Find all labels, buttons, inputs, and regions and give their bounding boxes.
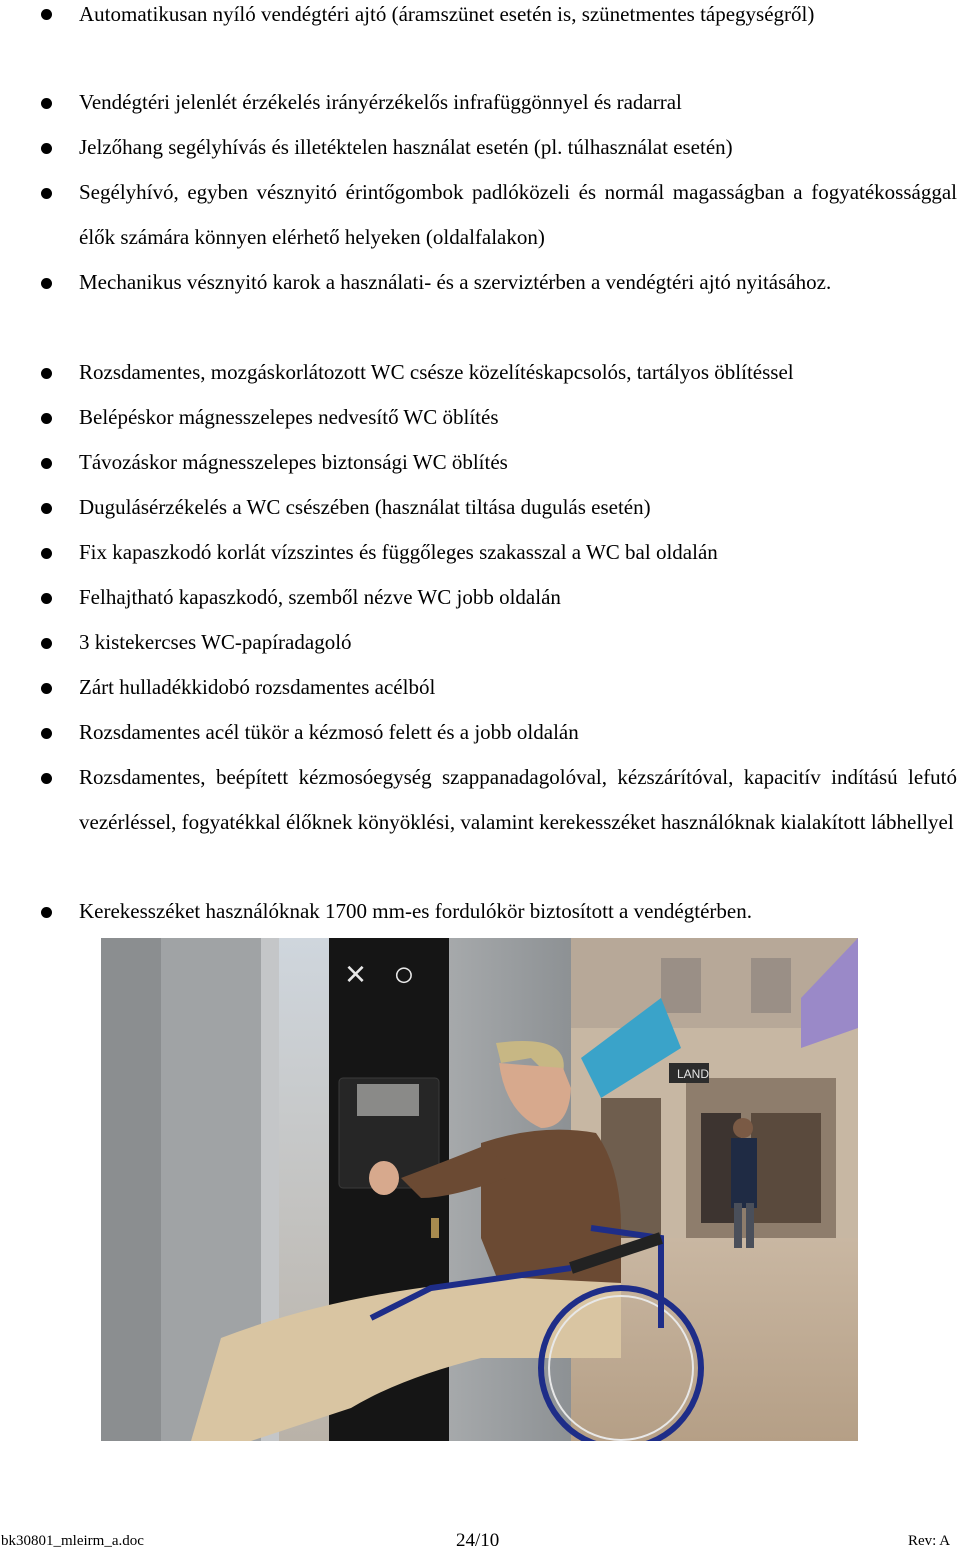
footer-filename: bk30801_mleirm_a.doc [1,1533,144,1549]
bullet-icon [41,503,52,514]
list-item-text: Automatikusan nyíló vendégtéri ajtó (áramszünet esetén is, szünetmentes tápegységről) [79,2,815,26]
bullet-icon [41,638,52,649]
bullet-icon [41,683,52,694]
bullet-icon [41,98,52,109]
bullet-icon [41,9,52,20]
bullet-icon [41,593,52,604]
bullet-icon [41,458,52,469]
list-item-text: Fix kapaszkodó korlát vízszintes és függőleges szakasszal a WC bal oldalán [79,540,718,564]
list-item-text: Rozsdamentes, mozgáskorlátozott WC csésze közelítéskapcsolós, tartályos öblítéssel [79,360,794,384]
list-item-text: Dugulásérzékelés a WC csészében (használat tiltása dugulás esetén) [79,495,651,519]
list-item-text: Rozsdamentes, beépített kézmosóegység szappanadagolóval, kézszárítóval, kapacitív indítású lefutó vezérléssel, fogyatékkal élőknek könyöklési, valamint kerekesszéket használóknak kialakított lábhellyel [79,765,957,834]
bullet-icon [41,143,52,154]
list-item-text: Távozáskor mágnesszelepes biztonsági WC öblítés [79,450,508,474]
bullet-icon [41,773,52,784]
footer-revision: Rev: A [908,1533,951,1549]
bullet-icon [41,907,52,918]
bullet-icon [41,548,52,559]
bullet-icon [41,728,52,739]
list-item-text: Jelzőhang segélyhívás és illetéktelen használat esetén (pl. túlhasználat esetén) [79,135,733,159]
list-item-text: Vendégtéri jelenlét érzékelés irányérzékelős infrafüggönnyel és radarral [79,90,682,114]
bullet-icon [41,413,52,424]
list-item-text: Rozsdamentes acél tükör a kézmosó felett és a jobb oldalán [79,720,579,744]
photo-illustration [101,938,858,1441]
panel-circle-icon: ○ [393,953,415,994]
panel-close-icon: × [345,953,367,994]
footer-page-number: 24/10 [456,1530,500,1551]
list-item-text: Mechanikus vésznyitó karok a használati- és a szerviztérben a vendégtéri ajtó nyitásához. [79,270,832,294]
list-item-text: Belépéskor mágnesszelepes nedvesítő WC öblítés [79,405,499,429]
list-item-text: 3 kistekercses WC-papíradagoló [79,630,352,654]
list-item-text: Kerekesszéket használóknak 1700 mm-es fordulókör biztosított a vendégtérben. [79,899,752,923]
list-item-text: Segélyhívó, egyben vésznyitó érintőgombok padlóközeli és normál magasságban a fogyatékossággal élők számára könnyen elérhető helyeken (oldalfalakon) [79,180,957,249]
list-item-text: Zárt hulladékkidobó rozsdamentes acélból [79,675,436,699]
list-item-text: Felhajtható kapaszkodó, szemből nézve WC jobb oldalán [79,585,561,609]
bullet-icon [41,368,52,379]
shop-sign-text: LAND [677,1067,710,1081]
bullet-icon [41,188,52,199]
bullet-icon [41,278,52,289]
wheelchair-user-photo [101,938,858,1441]
